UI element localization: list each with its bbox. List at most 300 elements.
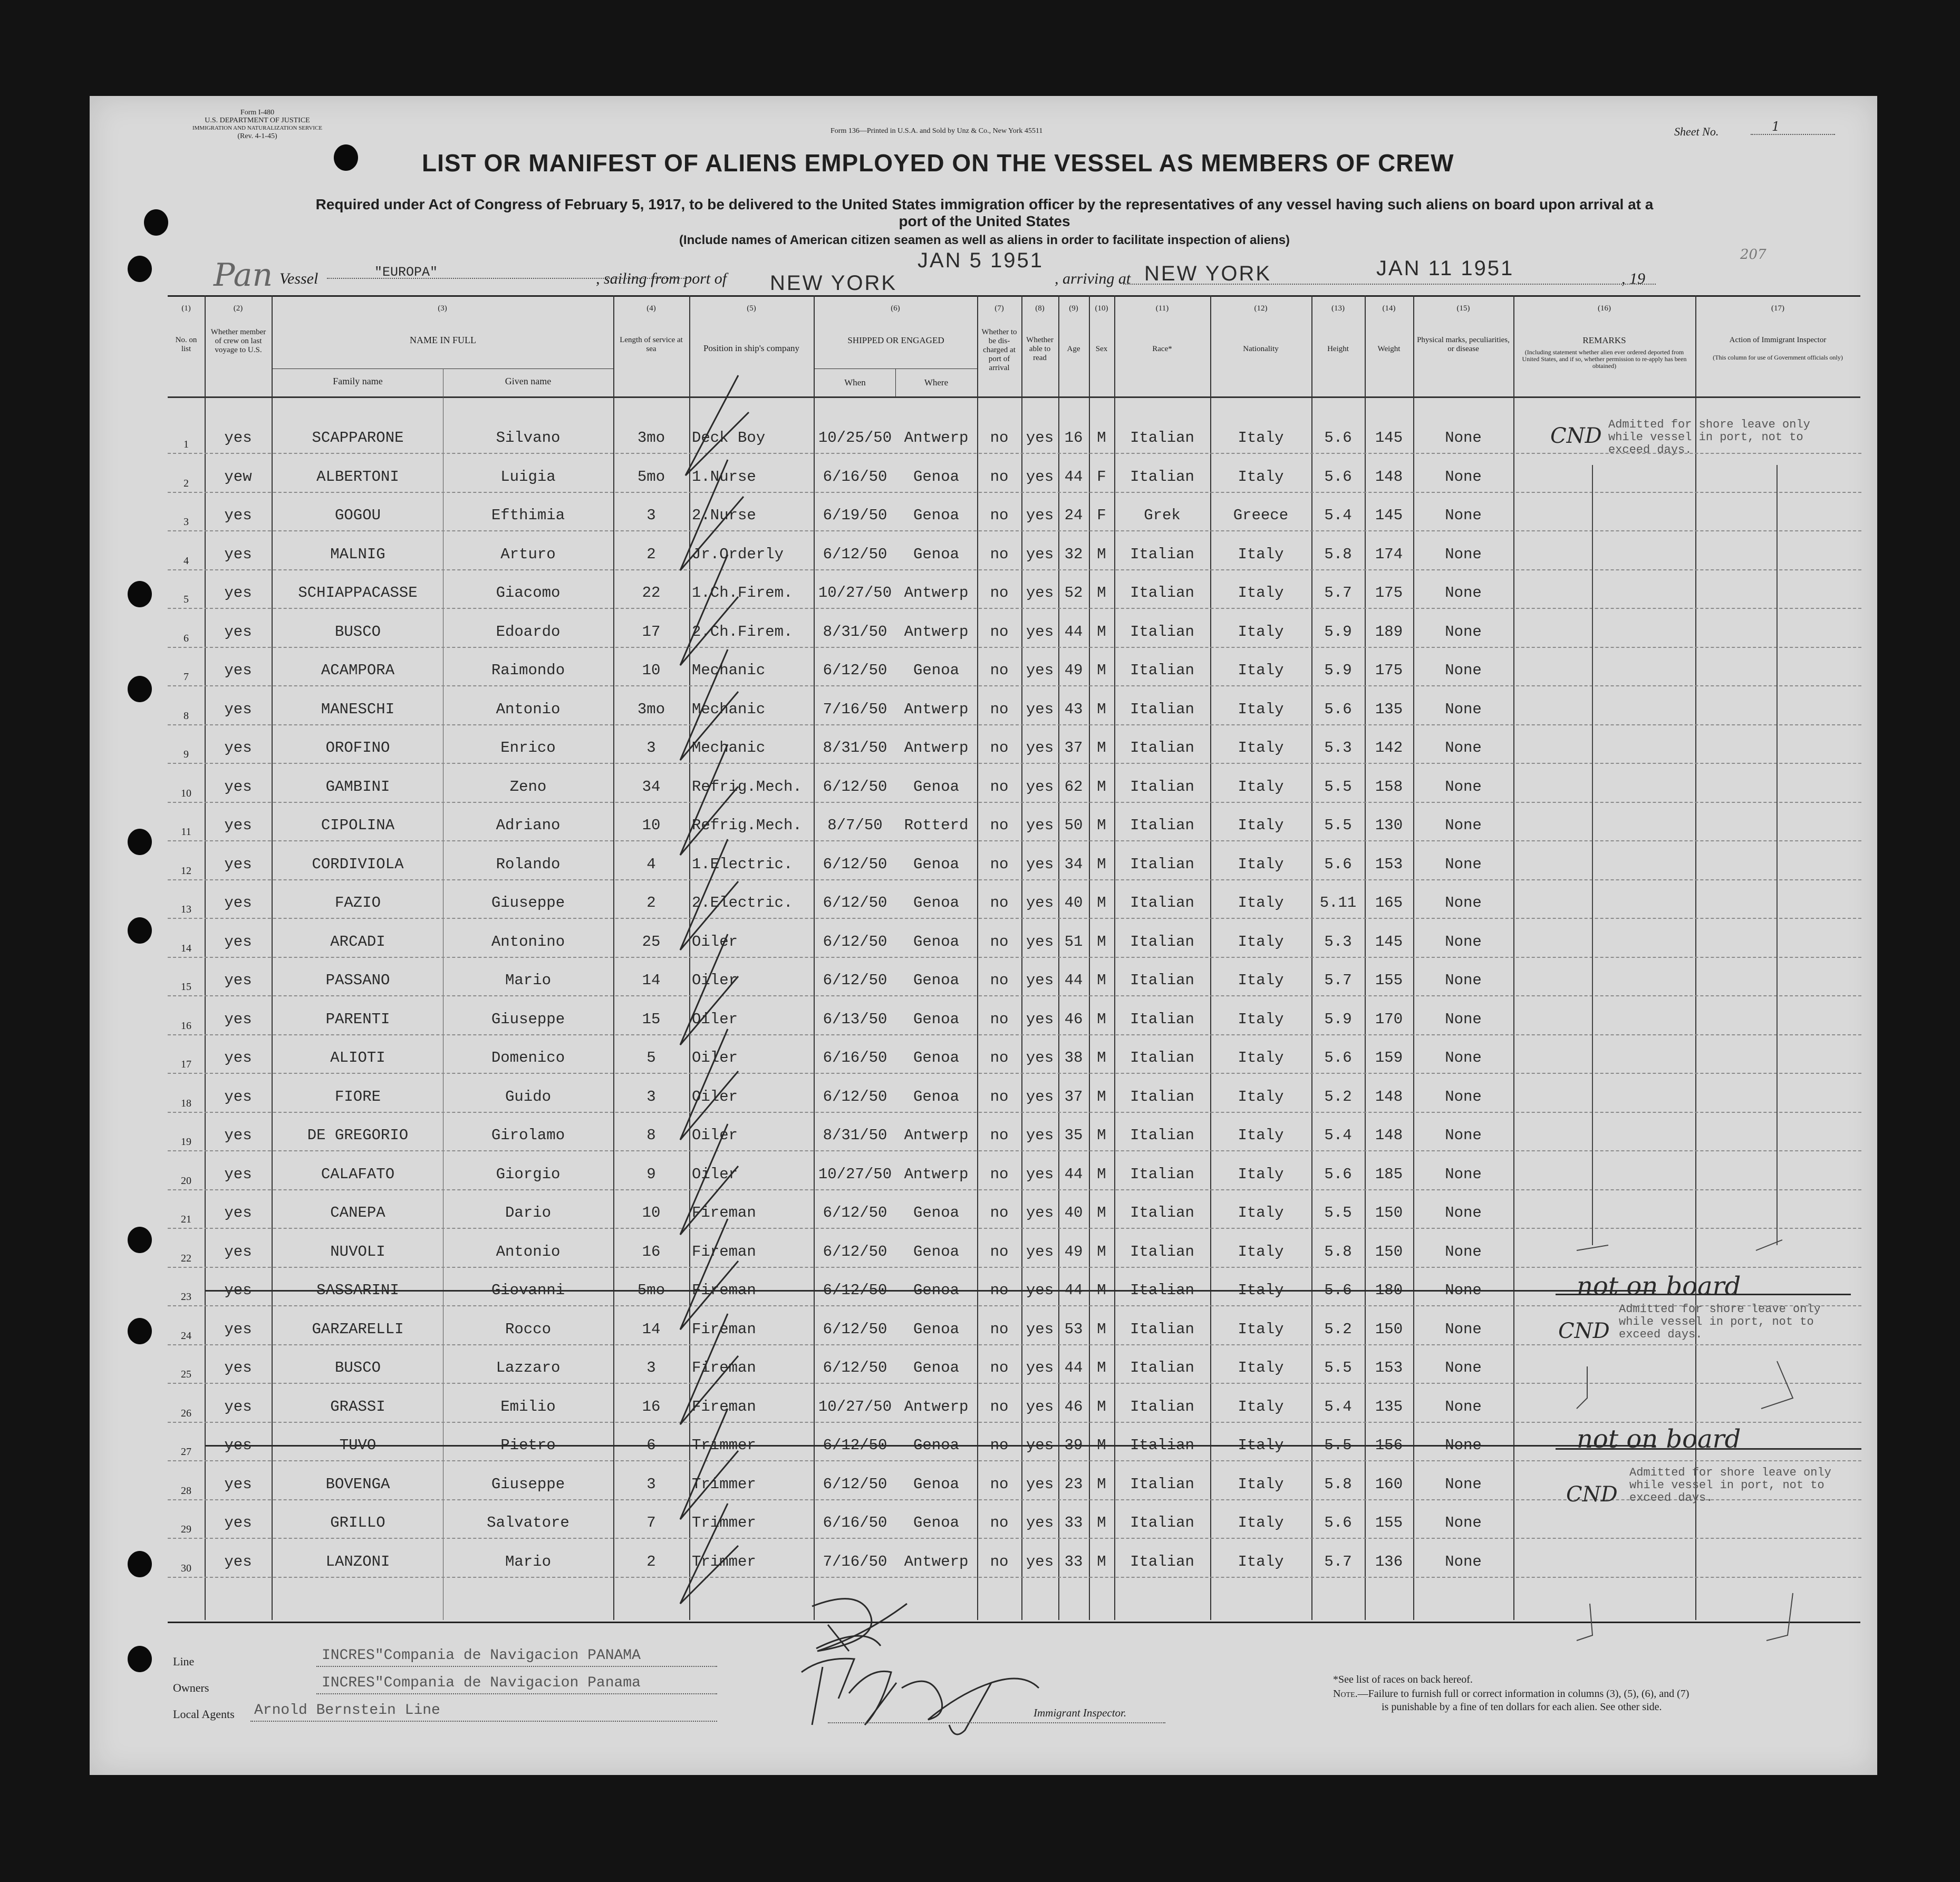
- stamp-line: Admitted for shore leave only: [1629, 1466, 1831, 1479]
- to-be-discharged: no: [990, 972, 1009, 989]
- race: Italian: [1130, 1127, 1194, 1144]
- length-of-service: 10: [642, 817, 661, 834]
- shipped-when: 10/25/50: [818, 429, 892, 447]
- nationality: Italy: [1238, 1437, 1284, 1454]
- family-name: SASSARINI: [316, 1282, 399, 1299]
- shipped-when: 8/7/50: [827, 817, 883, 834]
- length-of-service: 3mo: [637, 429, 665, 447]
- row-number: 5: [184, 594, 189, 605]
- weight: 150: [1375, 1204, 1403, 1221]
- position: Oiler: [692, 1127, 738, 1144]
- length-of-service: 5mo: [637, 468, 665, 486]
- weight: 150: [1375, 1320, 1403, 1338]
- family-name: SCHIAPPACASSE: [298, 584, 418, 602]
- height: 5.3: [1324, 933, 1352, 950]
- position: Deck Boy: [692, 429, 766, 447]
- arriving-label: , arriving at: [1055, 270, 1131, 287]
- able-to-read: yes: [1026, 584, 1054, 602]
- shipped-when: 6/12/50: [823, 545, 887, 563]
- shipped-where: Antwerp: [904, 1553, 969, 1570]
- row-number: 10: [181, 787, 191, 799]
- length-of-service: 3: [646, 739, 656, 756]
- shipped-where: Antwerp: [904, 429, 969, 447]
- family-name: ACAMPORA: [321, 662, 395, 679]
- given-name: Guido: [505, 1088, 551, 1105]
- able-to-read: yes: [1026, 1010, 1054, 1028]
- able-to-read: yes: [1026, 1165, 1054, 1183]
- inspector-field: [828, 1722, 1165, 1723]
- to-be-discharged: no: [990, 584, 1009, 602]
- length-of-service: 2: [646, 1553, 656, 1570]
- race: Italian: [1130, 662, 1194, 679]
- sex: M: [1097, 700, 1106, 718]
- row-number: 16: [181, 1020, 191, 1032]
- row-number: 24: [181, 1330, 191, 1342]
- sex: M: [1097, 1165, 1106, 1183]
- able-to-read: yes: [1026, 1398, 1054, 1415]
- race: Italian: [1130, 1165, 1194, 1183]
- able-to-read: yes: [1026, 817, 1054, 834]
- shipped-where: Rotterd: [904, 817, 969, 834]
- shipped-when: 6/12/50: [823, 662, 887, 679]
- row-number: 18: [181, 1097, 191, 1109]
- to-be-discharged: no: [990, 1243, 1009, 1260]
- agents-value: Arnold Bernstein Line: [254, 1702, 440, 1719]
- physical-marks: None: [1445, 700, 1482, 718]
- subtitle-line1: Required under Act of Congress of February 5, 1917, to be delivered to the United States immigration officer by the representatives of any vessel having such aliens on board upon arrival at a: [315, 196, 1654, 212]
- agents-field: [250, 1721, 717, 1722]
- physical-marks: None: [1445, 623, 1482, 641]
- family-name: MANESCHI: [321, 700, 395, 718]
- row-number: 7: [184, 671, 189, 683]
- height: 5.6: [1324, 468, 1352, 486]
- family-name: CORDIVIOLA: [312, 855, 404, 873]
- shipped-when: 6/12/50: [823, 1320, 887, 1338]
- able-to-read: yes: [1026, 1359, 1054, 1376]
- col9-number: (9): [1069, 304, 1078, 313]
- member-last-voyage: yes: [224, 894, 252, 911]
- race: Grek: [1144, 507, 1181, 524]
- able-to-read: yes: [1026, 972, 1054, 989]
- weight: 170: [1375, 1010, 1403, 1028]
- shipped-where: Genoa: [913, 662, 959, 679]
- family-name: FIORE: [334, 1088, 381, 1105]
- sex: M: [1097, 1282, 1106, 1299]
- sex: M: [1097, 894, 1106, 911]
- given-name: Antonino: [491, 933, 565, 950]
- weight: 153: [1375, 1359, 1403, 1376]
- member-last-voyage: yes: [224, 1127, 252, 1144]
- race: Italian: [1130, 778, 1194, 796]
- able-to-read: yes: [1026, 1320, 1054, 1338]
- corner-mark: 207: [1740, 247, 1766, 263]
- member-last-voyage: yes: [224, 1475, 252, 1493]
- shipped-when: 6/12/50: [823, 1437, 887, 1454]
- header-sex: Sex: [1095, 345, 1108, 353]
- manifest-sheet: [90, 96, 1877, 1775]
- height: 5.5: [1324, 817, 1352, 834]
- race: Italian: [1130, 1320, 1194, 1338]
- able-to-read: yes: [1026, 1282, 1054, 1299]
- header-length-service: Length of service at sea: [620, 336, 683, 353]
- family-name: SCAPPARONE: [312, 429, 404, 447]
- year-label: , 19: [1621, 270, 1645, 287]
- position: Oiler: [692, 1165, 738, 1183]
- race: Italian: [1130, 1243, 1194, 1260]
- sex: M: [1097, 933, 1106, 950]
- physical-marks: None: [1445, 933, 1482, 950]
- age: 44: [1064, 972, 1083, 989]
- to-be-discharged: no: [990, 1010, 1009, 1028]
- given-name: Emilio: [500, 1398, 556, 1415]
- race: Italian: [1130, 894, 1194, 911]
- age: 44: [1064, 1165, 1083, 1183]
- height: 5.9: [1324, 1010, 1352, 1028]
- given-name: Giorgio: [496, 1165, 561, 1183]
- physical-marks: None: [1445, 1127, 1482, 1144]
- shipped-when: 8/31/50: [823, 623, 887, 641]
- physical-marks: None: [1445, 778, 1482, 796]
- shipped-where: Antwerp: [904, 584, 969, 602]
- to-be-discharged: no: [990, 662, 1009, 679]
- row-number: 6: [184, 632, 189, 644]
- subtitle-line2: port of the United States: [899, 213, 1070, 229]
- age: 44: [1064, 623, 1083, 641]
- given-name: Edoardo: [496, 623, 561, 641]
- nationality: Italy: [1238, 972, 1284, 989]
- shipped-where: Genoa: [913, 1088, 959, 1105]
- weight: 180: [1375, 1282, 1403, 1299]
- row-number: 1: [184, 439, 189, 450]
- member-last-voyage: yes: [224, 778, 252, 796]
- height: 5.9: [1324, 623, 1352, 641]
- length-of-service: 3: [646, 1359, 656, 1376]
- physical-marks: None: [1445, 1282, 1482, 1299]
- family-name: ALIOTI: [330, 1049, 385, 1066]
- age: 46: [1064, 1398, 1083, 1415]
- row-number: 22: [181, 1252, 191, 1264]
- position: Oiler: [692, 933, 738, 950]
- length-of-service: 2: [646, 894, 656, 911]
- header-able-read: Whether able to read: [1026, 336, 1054, 362]
- length-of-service: 14: [642, 972, 661, 989]
- member-last-voyage: yes: [224, 1437, 252, 1454]
- family-name: LANZONI: [325, 1553, 390, 1570]
- age: 24: [1064, 507, 1083, 524]
- family-name: CIPOLINA: [321, 817, 395, 834]
- race: Italian: [1130, 1437, 1194, 1454]
- race: Italian: [1130, 855, 1194, 873]
- sex: M: [1097, 1127, 1106, 1144]
- able-to-read: yes: [1026, 1088, 1054, 1105]
- age: 49: [1064, 1243, 1083, 1260]
- weight: 148: [1375, 468, 1403, 486]
- shipped-where: Genoa: [913, 1514, 959, 1531]
- sex: M: [1097, 1553, 1106, 1570]
- service: IMMIGRATION AND NATURALIZATION SERVICE: [192, 125, 323, 131]
- arriving-date: JAN 11 1951: [1376, 257, 1514, 280]
- header-shipped: SHIPPED OR ENGAGED: [847, 335, 944, 345]
- able-to-read: yes: [1026, 1243, 1054, 1260]
- member-last-voyage: yes: [224, 1243, 252, 1260]
- col5-number: (5): [747, 304, 756, 313]
- nationality: Greece: [1233, 507, 1289, 524]
- shipped-where: Genoa: [913, 778, 959, 796]
- age: 16: [1064, 429, 1083, 447]
- height: 5.7: [1324, 972, 1352, 989]
- weight: 159: [1375, 1049, 1403, 1066]
- given-name: Pietro: [500, 1437, 556, 1454]
- height: 5.5: [1324, 1204, 1352, 1221]
- age: 40: [1064, 894, 1083, 911]
- to-be-discharged: no: [990, 429, 1009, 447]
- race: Italian: [1130, 972, 1194, 989]
- header-member-last-voyage: Whether member of crew on last voyage to U.S.: [210, 328, 266, 354]
- length-of-service: 7: [646, 1514, 656, 1531]
- footer-note: [1333, 1688, 1689, 1700]
- shipped-where: Genoa: [913, 468, 959, 486]
- not-on-board-strike: [1556, 1294, 1851, 1295]
- header-where: Where: [924, 377, 949, 387]
- to-be-discharged: no: [990, 700, 1009, 718]
- race: Italian: [1130, 1049, 1194, 1066]
- weight: 150: [1375, 1243, 1403, 1260]
- shipped-where: Genoa: [913, 855, 959, 873]
- row-number: 28: [181, 1485, 191, 1497]
- shipped-where: Genoa: [913, 1243, 959, 1260]
- able-to-read: yes: [1026, 429, 1054, 447]
- member-last-voyage: yes: [224, 817, 252, 834]
- to-be-discharged: no: [990, 1049, 1009, 1066]
- length-of-service: 10: [642, 1204, 661, 1221]
- shipped-where: Antwerp: [904, 739, 969, 756]
- weight: 136: [1375, 1553, 1403, 1570]
- able-to-read: yes: [1026, 1514, 1054, 1531]
- page-title: LIST OR MANIFEST OF ALIENS EMPLOYED ON THE VESSEL AS MEMBERS OF CREW: [422, 149, 1454, 177]
- to-be-discharged: no: [990, 1514, 1009, 1531]
- shipped-when: 10/27/50: [818, 1165, 892, 1183]
- given-name: Raimondo: [491, 662, 565, 679]
- stamp-line: exceed days.: [1629, 1491, 1713, 1505]
- shipped-when: 6/16/50: [823, 1514, 887, 1531]
- row-number: 12: [181, 865, 191, 877]
- able-to-read: yes: [1026, 778, 1054, 796]
- note-text: —Failure to furnish full or correct information in columns (3), (5), (6), and (7): [1357, 1688, 1689, 1700]
- shipped-where: Genoa: [913, 894, 959, 911]
- length-of-service: 3: [646, 1475, 656, 1493]
- length-of-service: 34: [642, 778, 661, 796]
- shipped-when: 6/12/50: [823, 1475, 887, 1493]
- position: Refrig.Mech.: [692, 817, 802, 834]
- weight: 153: [1375, 855, 1403, 873]
- physical-marks: None: [1445, 1475, 1482, 1493]
- shipped-where: Genoa: [913, 1204, 959, 1221]
- able-to-read: yes: [1026, 933, 1054, 950]
- shipped-when: 6/16/50: [823, 468, 887, 486]
- nationality: Italy: [1238, 1553, 1284, 1570]
- position: Oiler: [692, 1088, 738, 1105]
- age: 49: [1064, 662, 1083, 679]
- given-name: Efthimia: [491, 507, 565, 524]
- col12-number: (12): [1254, 304, 1268, 313]
- sex: M: [1097, 1359, 1106, 1376]
- able-to-read: yes: [1026, 623, 1054, 641]
- nationality: Italy: [1238, 1282, 1284, 1299]
- physical-marks: None: [1445, 1398, 1482, 1415]
- to-be-discharged: no: [990, 1204, 1009, 1221]
- family-name: BUSCO: [334, 623, 381, 641]
- shipped-where: Genoa: [913, 1010, 959, 1028]
- weight: 155: [1375, 1514, 1403, 1531]
- physical-marks: None: [1445, 1088, 1482, 1105]
- vessel-label: Vessel: [279, 270, 318, 287]
- not-on-board-strike: [1556, 1448, 1861, 1450]
- physical-marks: None: [1445, 584, 1482, 602]
- header-height: Height: [1327, 345, 1349, 353]
- given-name: Antonio: [496, 700, 561, 718]
- given-name: Adriano: [496, 817, 561, 834]
- member-last-voyage: yes: [224, 1359, 252, 1376]
- height: 5.5: [1324, 1359, 1352, 1376]
- shipped-where: Genoa: [913, 1049, 959, 1066]
- to-be-discharged: no: [990, 623, 1009, 641]
- row-number: 8: [184, 710, 189, 722]
- row-number: 19: [181, 1136, 191, 1148]
- length-of-service: 14: [642, 1320, 661, 1338]
- header-name-in-full: NAME IN FULL: [410, 335, 476, 345]
- nationality: Italy: [1238, 1049, 1284, 1066]
- weight: 160: [1375, 1475, 1403, 1493]
- stamp-line: exceed days.: [1619, 1328, 1703, 1341]
- member-last-voyage: yes: [224, 933, 252, 950]
- race: Italian: [1130, 623, 1194, 641]
- header-weight: Weight: [1377, 345, 1401, 353]
- race: Italian: [1130, 817, 1194, 834]
- race: Italian: [1130, 1359, 1194, 1376]
- weight: 189: [1375, 623, 1403, 641]
- inspector-initials: CND: [1566, 1482, 1618, 1507]
- member-last-voyage: yes: [224, 1204, 252, 1221]
- given-name: Salvatore: [487, 1514, 569, 1531]
- sex: M: [1097, 1398, 1106, 1415]
- given-name: Antonio: [496, 1243, 561, 1260]
- sex: M: [1097, 972, 1106, 989]
- age: 40: [1064, 1204, 1083, 1221]
- header-action: Action of Immigrant Inspector: [1729, 336, 1827, 344]
- length-of-service: 16: [642, 1243, 661, 1260]
- weight: 135: [1375, 1398, 1403, 1415]
- shipped-where: Genoa: [913, 1475, 959, 1493]
- member-last-voyage: yes: [224, 700, 252, 718]
- sex: M: [1097, 1475, 1106, 1493]
- shipped-when: 6/19/50: [823, 507, 887, 524]
- to-be-discharged: no: [990, 1437, 1009, 1454]
- position: Fireman: [692, 1359, 756, 1376]
- nationality: Italy: [1238, 855, 1284, 873]
- agents-label: Local Agents: [173, 1708, 235, 1721]
- owners-field: [316, 1693, 717, 1694]
- sex: M: [1097, 817, 1106, 834]
- length-of-service: 6: [646, 1437, 656, 1454]
- race: Italian: [1130, 429, 1194, 447]
- race: Italian: [1130, 1088, 1194, 1105]
- length-of-service: 15: [642, 1010, 661, 1028]
- member-last-voyage: yes: [224, 739, 252, 756]
- footer-note-2: is punishable by a fine of ten dollars for each alien. See other side.: [1382, 1701, 1662, 1713]
- shipped-when: 6/12/50: [823, 933, 887, 950]
- length-of-service: 4: [646, 855, 656, 873]
- age: 38: [1064, 1049, 1083, 1066]
- weight: 185: [1375, 1165, 1403, 1183]
- nationality: Italy: [1238, 1475, 1284, 1493]
- able-to-read: yes: [1026, 1553, 1054, 1570]
- sex: M: [1097, 584, 1106, 602]
- height: 5.8: [1324, 1475, 1352, 1493]
- race: Italian: [1130, 933, 1194, 950]
- sex: M: [1097, 1204, 1106, 1221]
- row-number: 20: [181, 1175, 191, 1187]
- height: 5.6: [1324, 1514, 1352, 1531]
- member-last-voyage: yes: [224, 1398, 252, 1415]
- age: 39: [1064, 1437, 1083, 1454]
- member-last-voyage: yes: [224, 429, 252, 447]
- races-note: *See list of races on back hereof.: [1333, 1674, 1473, 1685]
- sailing-date: JAN 5 1951: [918, 249, 1044, 272]
- shipped-where: Antwerp: [904, 1165, 969, 1183]
- position: 1.Electric.: [692, 855, 793, 873]
- position: Fireman: [692, 1282, 756, 1299]
- given-name: Mario: [505, 1553, 551, 1570]
- shipped-where: Genoa: [913, 933, 959, 950]
- sex: M: [1097, 1243, 1106, 1260]
- family-name: PARENTI: [325, 1010, 390, 1028]
- physical-marks: None: [1445, 1204, 1482, 1221]
- stamp-line: Admitted for shore leave only: [1608, 418, 1810, 431]
- row-number: 29: [181, 1524, 191, 1535]
- position: Fireman: [692, 1398, 756, 1415]
- position: Fireman: [692, 1320, 756, 1338]
- position: Trimmer: [692, 1514, 756, 1531]
- able-to-read: yes: [1026, 1475, 1054, 1493]
- header-when: When: [844, 377, 866, 387]
- member-last-voyage: yes: [224, 1165, 252, 1183]
- to-be-discharged: no: [990, 933, 1009, 950]
- shipped-when: 6/12/50: [823, 778, 887, 796]
- family-name: CALAFATO: [321, 1165, 395, 1183]
- weight: 175: [1375, 584, 1403, 602]
- race: Italian: [1130, 1204, 1194, 1221]
- shipped-when: 6/12/50: [823, 1359, 887, 1376]
- note-label: Note.: [1333, 1688, 1358, 1700]
- stamp-line: while vessel in port, not to: [1619, 1315, 1814, 1328]
- height: 5.3: [1324, 739, 1352, 756]
- nationality: Italy: [1238, 1204, 1284, 1221]
- given-name: Rocco: [505, 1320, 551, 1338]
- family-name: GARZARELLI: [312, 1320, 404, 1338]
- weight: 148: [1375, 1088, 1403, 1105]
- pan-mark: Pan: [214, 257, 273, 294]
- col17-number: (17): [1771, 304, 1784, 313]
- shore-leave-stamp: [1629, 1467, 1831, 1505]
- family-name: FAZIO: [334, 894, 381, 911]
- header-physical-marks: Physical marks, peculiarities, or disease: [1417, 336, 1510, 353]
- col2-number: (2): [233, 304, 243, 313]
- race: Italian: [1130, 1010, 1194, 1028]
- to-be-discharged: no: [990, 545, 1009, 563]
- header-discharged: Whether to be dis-charged at port of arrival: [981, 328, 1017, 372]
- height: 5.6: [1324, 1282, 1352, 1299]
- height: 5.4: [1324, 1127, 1352, 1144]
